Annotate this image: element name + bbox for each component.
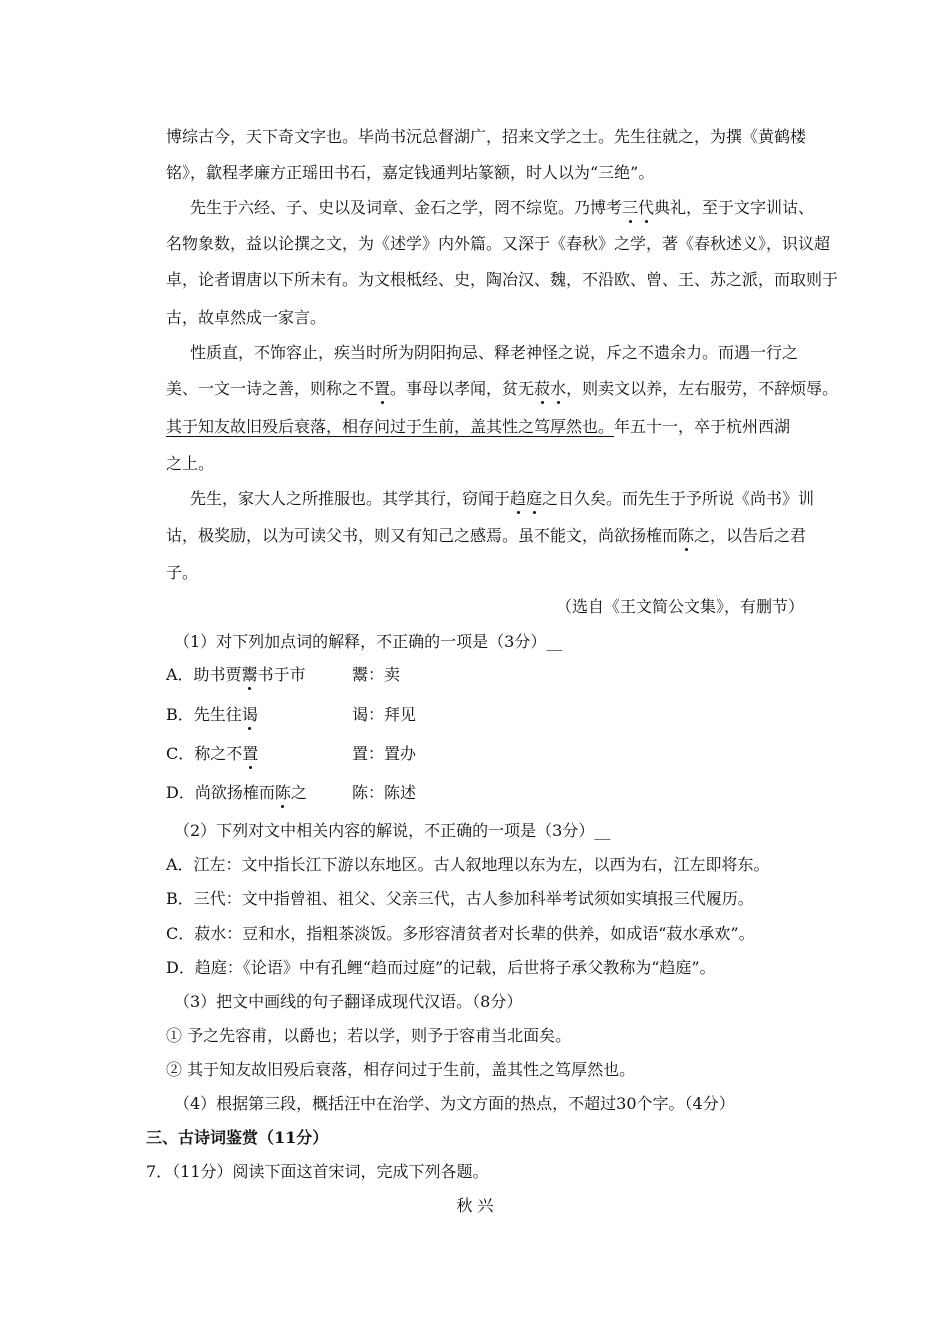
question-4-stem: （4）根据第三段，概括汪中在治学、为文方面的热点，不超过30个字。（4分） (174, 1094, 735, 1113)
text: 美、一文一诗之善，则称之不 (166, 379, 375, 398)
passage-line (166, 526, 806, 546)
question-2-stem: （2）下列对文中相关内容的解说，不正确的一项是（3分）__ (174, 821, 611, 840)
passage-line (190, 198, 814, 218)
q1-option-a-gloss: 鬻：卖 (352, 665, 401, 684)
passage-line: 博综古今，天下奇文字也。毕尚书沅总督湖广，招来文学之士。先生往就之，为撰《黄鹤楼 (166, 127, 807, 146)
dotted-char: 谒 (241, 705, 258, 724)
passage-line: 性质直，不饰容止，疾当时所为阴阳拘忌、释老神怪之说，斥之不遗余力。而遇一行之 (190, 343, 799, 362)
passage-line: 铭》，歙程孝廉方正瑶田书石，嘉定钱通判坫篆额，时人以为“三绝”。 (166, 163, 655, 182)
q2-option-a: A．江左：文中指长江下游以东地区。古人叙地理以东为左，以西为右，江左即将东。 (166, 855, 770, 874)
text: C．称之不 (166, 744, 243, 763)
passage-line (166, 417, 790, 437)
text: ，则卖文以养，左右服劳，不辞烦辱。 (566, 379, 839, 398)
q1-option-c-gloss: 置：置办 (352, 744, 417, 763)
passage-line (190, 489, 814, 509)
dotted-char: 陈 (678, 526, 695, 545)
q2-option-c: C．菽水：豆和水，指粗茶淡饭。多形容清贫者对长辈的供养，如成语“菽水承欢”。 (166, 924, 755, 943)
passage-line: 子。 (166, 563, 199, 582)
q1-option-c (166, 744, 417, 764)
question-1-stem: （1）对下列加点词的解释，不正确的一项是（3分）__ (174, 632, 563, 651)
question-3-stem: （3）把文中画线的句子翻译成现代汉语。（8分） (174, 992, 523, 1011)
text: 书于市 (257, 665, 306, 684)
dotted-char: 趋 (510, 489, 527, 508)
poem-title: 秋 兴 (456, 1196, 494, 1215)
text: 年五十一，卒于杭州西湖 (614, 417, 791, 436)
passage-line: 卓，论者谓唐以下所未有。为文根柢经、史，陶冶汉、魏，不沿欧、曾、王、苏之派，而取则于 (166, 270, 839, 289)
dotted-char: 置 (374, 379, 391, 398)
text: D．尚欲扬榷而 (166, 783, 275, 802)
underlined-sentence: 其于知友故旧殁后衰落，相存问过于生前，盖其性之笃厚然也。 (166, 417, 615, 436)
text: 。事母以孝闻，贫无 (390, 379, 535, 398)
q3-item-1: ① 予之先容甫，以爵也；若以学，则予于容甫当北面矣。 (166, 1026, 572, 1045)
q1-option-d-gloss: 陈：陈述 (352, 783, 417, 802)
question-7-stem: 7．（11分）阅读下面这首宋词，完成下列各题。 (146, 1162, 489, 1181)
dotted-char: 置 (242, 744, 259, 763)
dotted-char: 菽 (534, 379, 551, 398)
q2-option-d: D．趋庭：《论语》中有孔鲤“趋而过庭”的记载，后世将子承父教称为“趋庭”。 (166, 958, 716, 977)
text: A．助书贾 (166, 665, 242, 684)
passage-line (166, 379, 838, 399)
dotted-char: 水 (550, 379, 567, 398)
passage-line: 之上。 (166, 454, 215, 473)
q1-option-d (166, 783, 417, 803)
text: 之日久矣。而先生于予所说《尚书》训 (542, 489, 815, 508)
text: 先生于六经、子、史以及词章、金石之学，罔不综览。乃博考 (190, 198, 623, 217)
q1-option-a (166, 665, 401, 685)
source-citation: （选自《王文简公文集》，有删节） (555, 597, 804, 616)
text: 先生，家大人之所推服也。其学其行，窃闻于 (190, 489, 511, 508)
q3-item-2: ② 其于知友故旧殁后衰落，相存问过于生前，盖其性之笃厚然也。 (166, 1060, 636, 1079)
passage-line: 名物象数，益以论撰之文，为《述学》内外篇。又深于《春秋》之学，著《春秋述义》，识议超 (166, 234, 831, 253)
text: 之，以告后之君 (694, 526, 807, 545)
dotted-char: 鬻 (241, 665, 258, 684)
q1-option-b-gloss: 谒：拜见 (352, 705, 417, 724)
dotted-char: 代 (638, 198, 655, 217)
dotted-char: 陈 (274, 783, 291, 802)
text: 之 (290, 783, 307, 802)
q1-option-b (166, 705, 417, 725)
dotted-char: 庭 (526, 489, 543, 508)
section-heading: 三、古诗词鉴赏（11分） (146, 1128, 329, 1147)
text: 诂，极奖励，以为可读父书，则又有知己之感焉。虽不能文，尚欲扬榷而 (166, 526, 679, 545)
dotted-char: 三 (622, 198, 639, 217)
q2-option-b: B．三代：文中指曾祖、祖父、父亲三代，古人参加科举考试须如实填报三代履历。 (166, 889, 754, 908)
text: 典礼，至于文字训诂、 (654, 198, 815, 217)
text: B．先生往 (166, 705, 242, 724)
passage-line: 古，故卓然成一家言。 (166, 308, 327, 327)
